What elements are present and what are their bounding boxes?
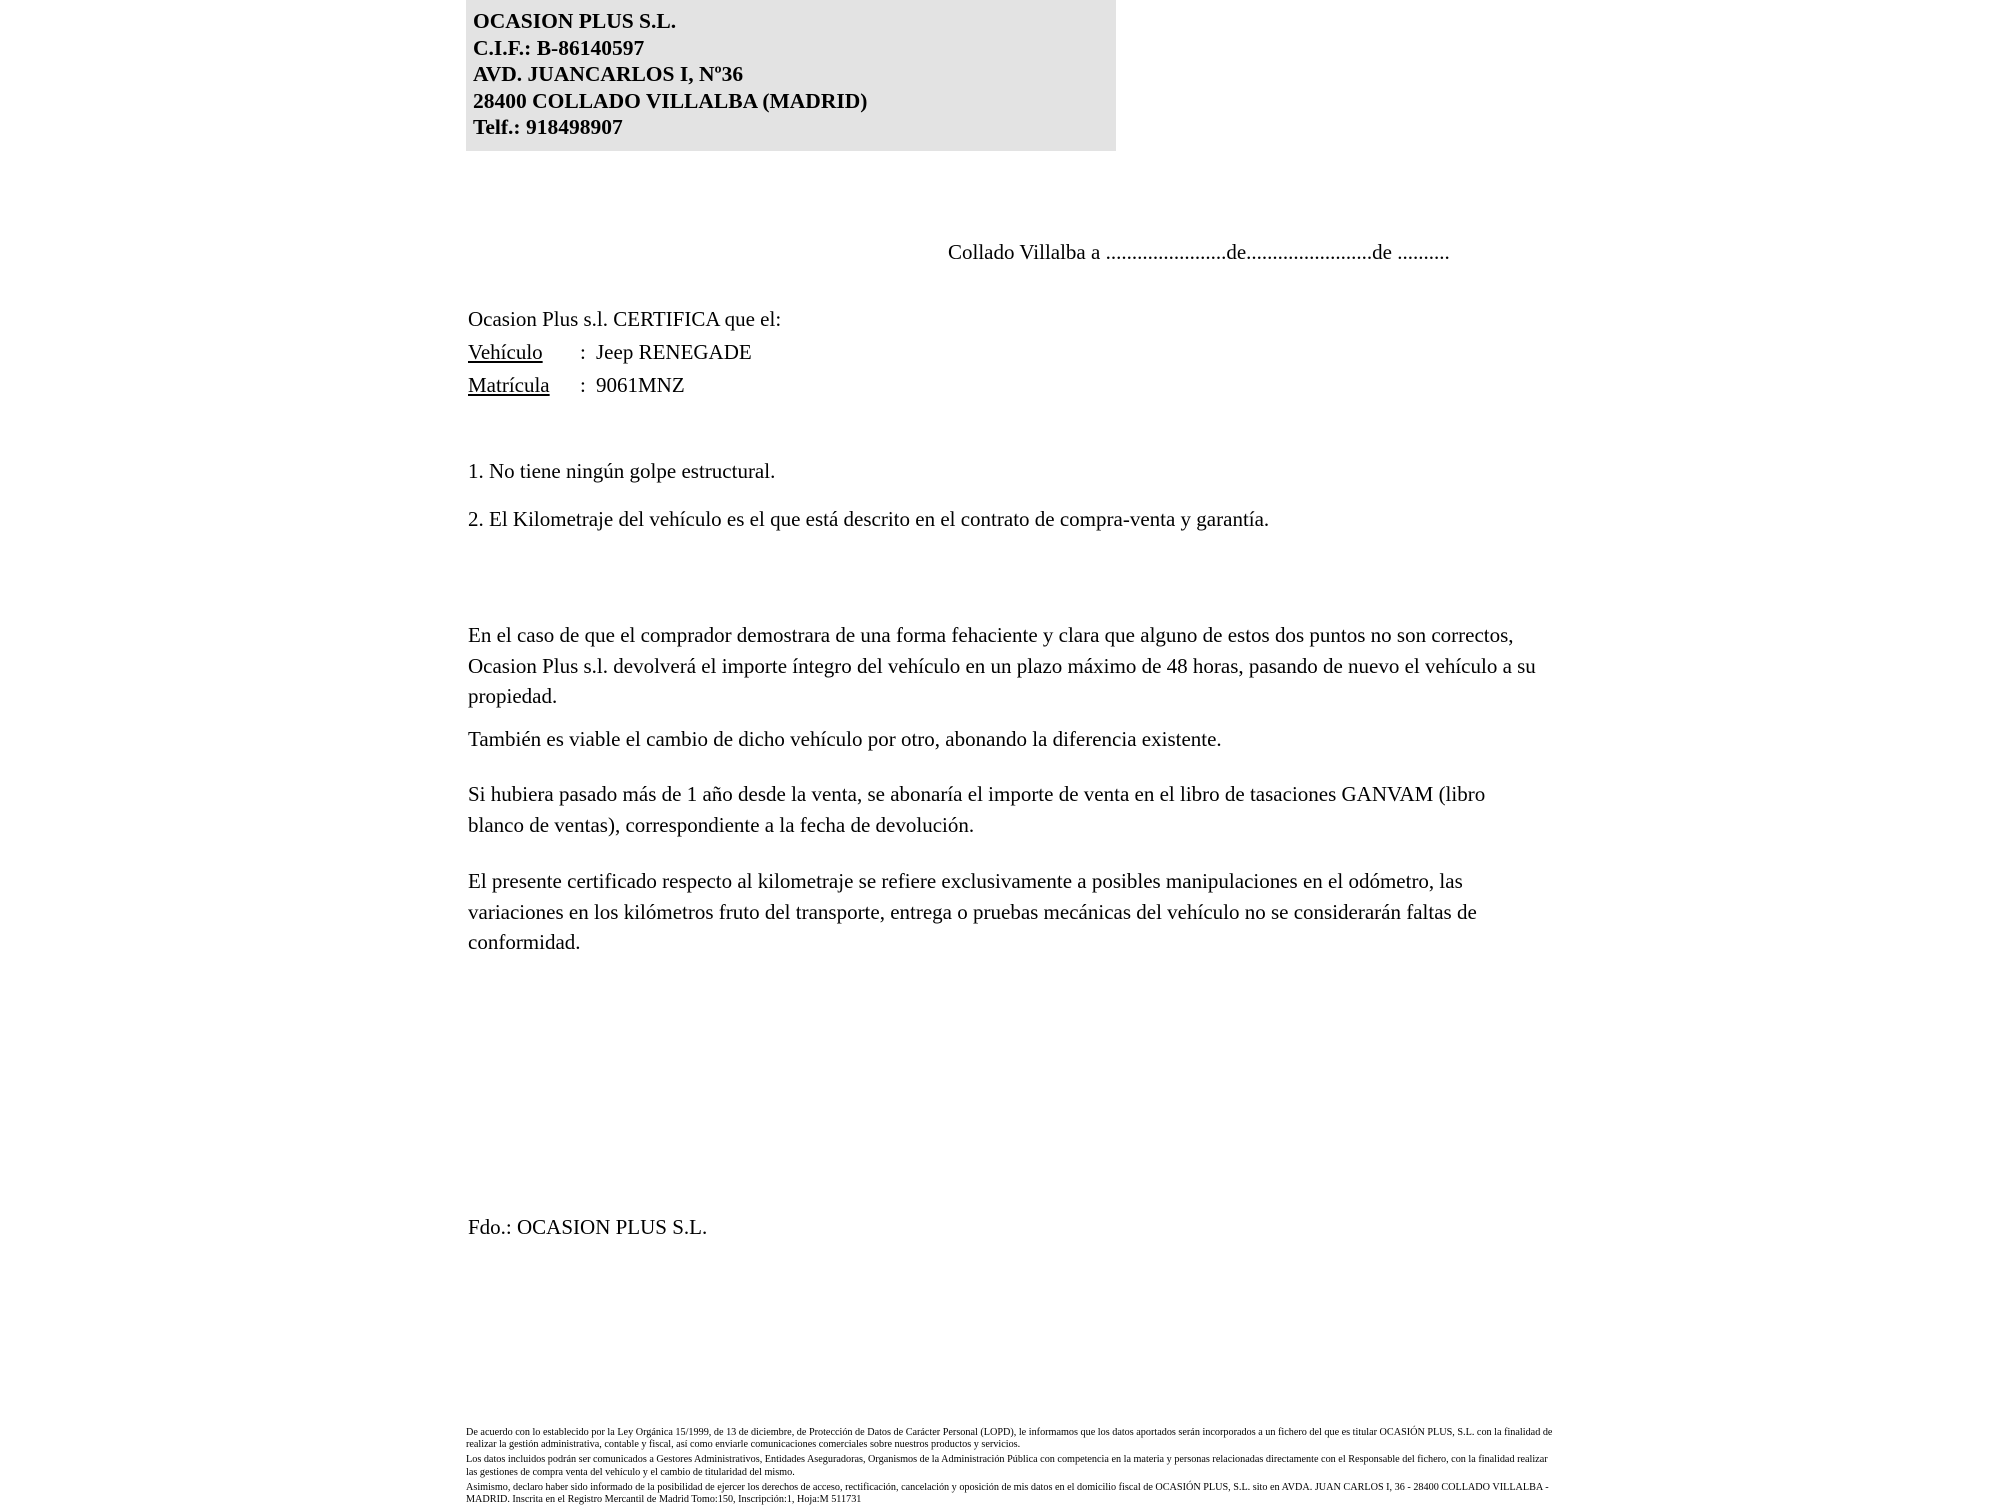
vehicle-row [468, 336, 781, 369]
company-city: 28400 COLLADO VILLALBA (MADRID) [473, 88, 868, 113]
legal-paragraph-2: Los datos incluidos podrán ser comunicados a Gestores Administrativos, Entidades Aseguradoras, Organismos de la Administración Pública con competencia en la materia y personas relacionadas directamente con el Responsable del fichero, con la finalidad realizar las gestiones de compra venta del vehículo y el cambio de titularidad del mismo. [466, 1454, 1548, 1478]
body-paragraph-3: Si hubiera pasado más de 1 año desde la venta, se abonaría el importe de venta en el libro de tasaciones GANVAM (libro blanco de ventas), correspondiente a la fecha de devolución. [468, 782, 1486, 837]
vehicle-label: Vehículo [468, 340, 543, 364]
body-paragraph-2: También es viable el cambio de dicho vehículo por otro, abonando la diferencia existente. [468, 727, 1222, 751]
plate-value: 9061MNZ [596, 373, 685, 397]
letterhead-block [466, 0, 1116, 151]
company-phone: Telf.: 918498907 [473, 115, 623, 139]
plate-row [468, 369, 781, 402]
company-cif: C.I.F.: B-86140597 [473, 35, 645, 60]
legal-paragraph-3: Asimismo, declaro haber sido informado de la posibilidad de ejercer los derechos de acceso, rectificación, cancelación y oposición de mis datos en el domicilio fiscal de OCASIÓN PLUS, S.L. sito en AVDA. JUAN CARLOS I, 36 - 28400 COLLADO VILLALBA - MADRID. Inscrita en el Registro Mercantil de Madrid Tomo:150, Inscripción:1, Hoja:M 511731 [466, 1481, 1549, 1506]
plate-separator: : [580, 373, 586, 397]
legal-paragraph-1: De acuerdo con lo establecido por la Ley Orgánica 15/1999, de 13 de diciembre, de Protección de Datos de Carácter Personal (LOPD), le informamos que los datos aportados serán incorporados a un fichero del que es titular OCASIÓN PLUS, S.L. con la finalidad de realizar la gestión administrativa, contable y fiscal, así como enviarle comunicaciones comerciales sobre nuestros productos y servicios. [466, 1427, 1553, 1451]
point-item-2: 2. El Kilometraje del vehículo es el que está descrito en el contrato de compra-venta y garantía. [468, 507, 1270, 531]
certification-block [468, 303, 781, 402]
date-line: Collado Villalba a .......................de........................de .......... [948, 240, 1450, 264]
company-address: AVD. JUANCARLOS I, Nº36 [473, 62, 744, 86]
point-item-1: 1. No tiene ningún golpe estructural. [468, 459, 776, 483]
company-name: OCASION PLUS S.L. [473, 9, 677, 33]
certification-intro: Ocasion Plus s.l. CERTIFICA que el: [468, 307, 782, 331]
signature-line: Fdo.: OCASION PLUS S.L. [468, 1215, 708, 1239]
body-paragraph-4: El presente certificado respecto al kilometraje se refiere exclusivamente a posibles manipulaciones en el odómetro, las variaciones en los kilómetros fruto del transporte, entrega o pruebas mecánicas del vehículo no se considerarán faltas de conformidad. [468, 869, 1477, 954]
body-paragraph-1: En el caso de que el comprador demostrara de una forma fehaciente y clara que alguno de estos dos puntos no son correctos, Ocasion Plus s.l. devolverá el importe íntegro del vehículo en un plazo máximo de 48 horas, pasando de nuevo el vehículo a su propiedad. [468, 623, 1536, 708]
legal-footer [466, 1427, 1556, 1506]
plate-label: Matrícula [468, 373, 550, 397]
vehicle-separator: : [580, 340, 586, 364]
vehicle-value: Jeep RENEGADE [596, 340, 752, 364]
